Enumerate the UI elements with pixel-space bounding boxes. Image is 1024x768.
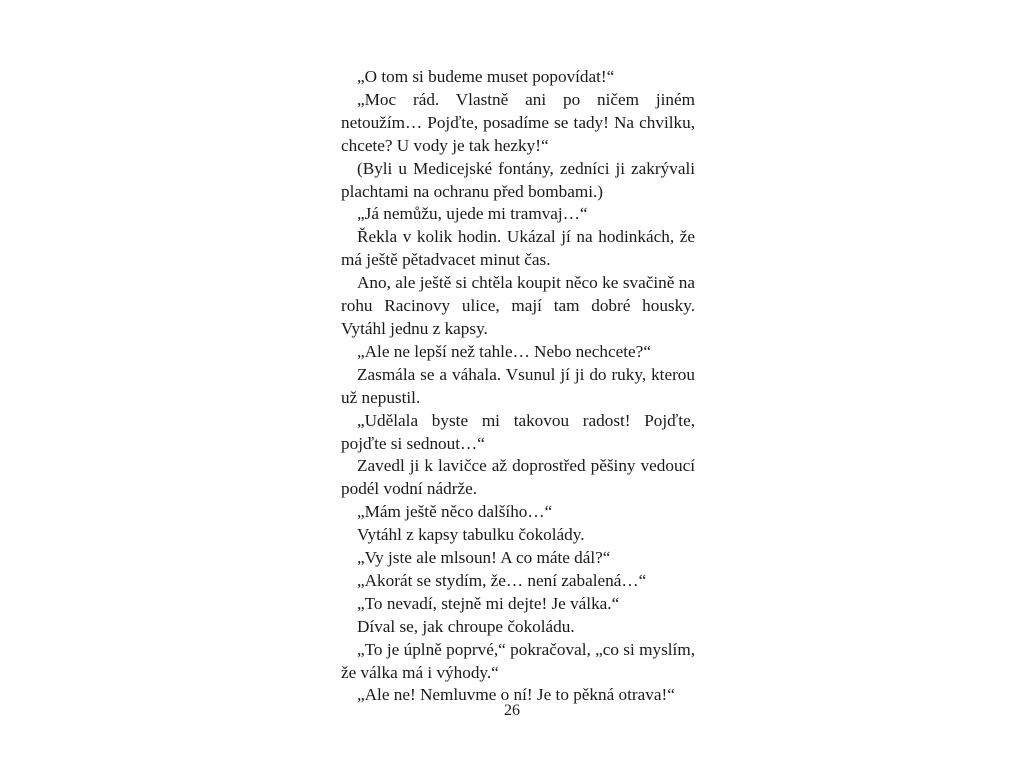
- paragraph: „Moc rád. Vlastně ani po ničem jiném netoužím… Pojďte, posadíme se tady! Na chvilku, chcete? U vody je tak hezky!“: [341, 89, 695, 155]
- body-text: [341, 66, 695, 707]
- paragraph: „Ale ne! Nemluvme o ní! Je to pěkná otrava!“: [357, 685, 675, 705]
- paragraph: Ano, ale ještě si chtěla koupit něco ke svačině na rohu Racinovy ulice, mají tam dobré housky. Vytáhl jednu z kapsy.: [341, 273, 695, 338]
- paragraph: „Akorát se stydím, že… není zabalená…“: [357, 570, 647, 590]
- paragraph: Zasmála se a váhala. Vsunul jí ji do ruky, kterou už nepustil.: [341, 364, 695, 407]
- paragraph: „Já nemůžu, ujede mi tramvaj…“: [357, 204, 588, 224]
- paragraph: „To nevadí, stejně mi dejte! Je válka.“: [357, 593, 620, 613]
- paragraph: „O tom si budeme muset popovídat!“: [357, 67, 615, 86]
- paragraph: „Udělala byste mi takovou radost! Pojďte, pojďte si sednout…“: [341, 410, 695, 453]
- paragraph: Zavedl ji k lavičce až doprostřed pěšiny vedoucí podél vodní nádrže.: [341, 456, 695, 499]
- paragraph: Vytáhl z kapsy tabulku čokolády.: [357, 525, 585, 545]
- paragraph: „Ale ne lepší než tahle… Nebo nechcete?“: [357, 341, 651, 361]
- paragraph: Řekla v kolik hodin. Ukázal jí na hodinkách, že má ještě pětadvacet minut čas.: [341, 227, 695, 270]
- paragraph: „Vy jste ale mlsoun! A co máte dál?“: [357, 548, 611, 568]
- paragraph: „To je úplně poprvé,“ pokračoval, „co si myslím, že válka má i výhody.“: [341, 639, 695, 682]
- paragraph: (Byli u Medicejské fontány, zedníci ji zakrývali plachtami na ochranu před bombami.): [341, 158, 695, 201]
- paragraph: Díval se, jak chroupe čokoládu.: [357, 616, 575, 636]
- page-number: 26: [504, 702, 520, 719]
- paragraph: „Mám ještě něco dalšího…“: [357, 502, 553, 522]
